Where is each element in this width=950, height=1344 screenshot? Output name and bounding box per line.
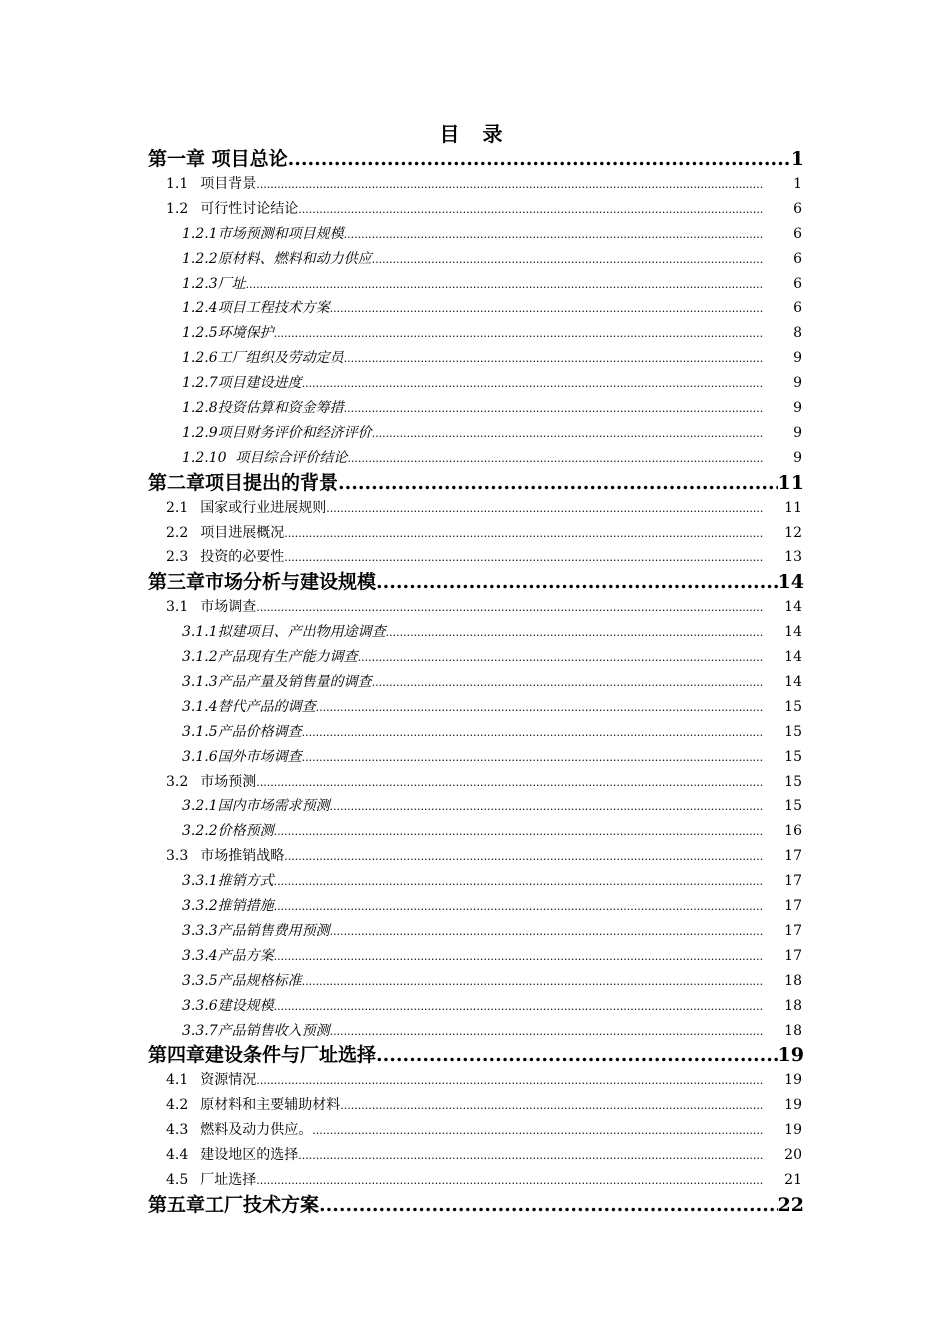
dot-leader [256, 771, 764, 796]
toc-entry-title [148, 471, 338, 496]
toc-section-entry[interactable] [148, 197, 804, 222]
toc-chapter-entry[interactable] [148, 1043, 804, 1068]
toc-subsection-entry[interactable] [148, 720, 804, 745]
toc-section-entry[interactable] [148, 172, 804, 197]
toc-page-number: 17 [784, 898, 802, 915]
toc-entry-title [182, 944, 274, 969]
toc-entry-label: 推销方式 [217, 873, 274, 890]
toc-entry-number: 1.2.4 [182, 300, 218, 317]
toc-entry-label: 产品销售费用预测 [217, 922, 330, 939]
toc-subsection-entry[interactable] [148, 695, 804, 720]
dot-leader [372, 422, 764, 447]
toc-entry-number: 1.2.3 [182, 275, 218, 292]
toc-entry-label: 市场调查 [200, 599, 257, 616]
toc-entry-title [182, 446, 347, 471]
toc-subsection-entry[interactable] [148, 396, 804, 421]
toc-section-entry[interactable] [148, 496, 804, 521]
toc-subsection-entry[interactable] [148, 819, 804, 844]
toc-entry-title [166, 197, 298, 222]
toc-entry-number: 3.1.5 [182, 723, 218, 740]
toc-entry-label: 产品规格标准 [217, 972, 302, 989]
toc-subsection-entry[interactable] [148, 969, 804, 994]
toc-entry-number: 1.2.5 [182, 325, 218, 342]
toc-page-number: 18 [784, 997, 802, 1014]
table-of-contents [148, 147, 804, 1218]
toc-subsection-entry[interactable] [148, 222, 804, 247]
toc-entry-label: 资源情况 [200, 1072, 257, 1089]
toc-subsection-entry[interactable] [148, 446, 804, 471]
toc-section-entry[interactable] [148, 595, 804, 620]
dot-leader [386, 621, 764, 646]
toc-page-number: 8 [793, 325, 802, 342]
toc-subsection-entry[interactable] [148, 745, 804, 770]
toc-entry-title [166, 1118, 312, 1143]
toc-entry-title [166, 770, 256, 795]
toc-section-entry[interactable] [148, 521, 804, 546]
toc-subsection-entry[interactable] [148, 670, 804, 695]
toc-section-entry[interactable] [148, 1118, 804, 1143]
toc-entry-number: 2.2 [166, 524, 189, 541]
toc-page-number: 6 [793, 225, 802, 242]
toc-entry-title [166, 545, 284, 570]
toc-entry-title [166, 1093, 340, 1118]
toc-entry-title [166, 496, 326, 521]
toc-page-number: 16 [784, 823, 802, 840]
toc-entry-number: 1.2.9 [182, 424, 218, 441]
toc-entry-number: 3.1.1 [182, 624, 218, 641]
toc-page-number: 19 [777, 1044, 804, 1067]
toc-page-number: 12 [784, 524, 802, 541]
toc-page-number: 9 [793, 400, 802, 417]
toc-entry-title [182, 894, 274, 919]
toc-entry-number: 1.2.10 [182, 449, 227, 466]
toc-page-number: 19 [784, 1122, 802, 1139]
dot-leader [330, 920, 764, 945]
toc-page-number: 22 [777, 1193, 804, 1216]
toc-entry-title [182, 794, 330, 819]
dot-leader [312, 1119, 764, 1144]
toc-subsection-entry[interactable] [148, 272, 804, 297]
toc-page-number: 14 [784, 649, 802, 666]
toc-page-number: 1 [790, 148, 804, 170]
toc-page-number: 17 [784, 873, 802, 890]
dot-leader [256, 596, 764, 621]
toc-page-number: 9 [793, 350, 802, 367]
dot-leader [372, 671, 764, 696]
toc-entry-label: 推销措施 [217, 898, 274, 915]
toc-chapter-entry[interactable] [148, 570, 804, 595]
dot-leader [284, 845, 764, 870]
toc-subsection-entry[interactable] [148, 346, 804, 371]
toc-entry-title [182, 421, 372, 446]
toc-entry-title [182, 1019, 330, 1044]
toc-chapter-entry[interactable] [148, 1193, 804, 1218]
toc-entry-title [166, 1168, 256, 1193]
toc-page-number: 15 [784, 773, 802, 790]
toc-entry-number: 1.2.1 [182, 225, 218, 242]
dot-leader [256, 1069, 764, 1094]
toc-chapter-entry[interactable] [148, 147, 804, 172]
toc-page-number: 19 [784, 1072, 802, 1089]
toc-entry-label: 第一章 项目总论 [148, 148, 288, 170]
dot-leader [330, 795, 764, 820]
toc-entry-title [166, 844, 284, 869]
toc-chapter-entry[interactable] [148, 471, 804, 496]
dot-leader [284, 546, 764, 571]
toc-subsection-entry[interactable] [148, 421, 804, 446]
toc-subsection-entry[interactable] [148, 794, 804, 819]
toc-page-number: 15 [784, 723, 802, 740]
toc-entry-title [182, 745, 302, 770]
toc-entry-label: 国内市场需求预测 [217, 798, 330, 815]
toc-entry-number: 3.3.2 [182, 898, 218, 915]
toc-entry-number: 3.2.2 [182, 823, 218, 840]
toc-entry-title [166, 595, 256, 620]
toc-entry-number: 1.1 [166, 176, 189, 192]
toc-entry-label: 项目背景 [200, 176, 257, 192]
toc-entry-number: 3.1.6 [182, 748, 218, 765]
toc-entry-label: 产品价格调查 [217, 723, 302, 740]
toc-entry-label: 第三章市场分析与建设规模 [148, 571, 377, 594]
toc-subsection-entry[interactable] [148, 894, 804, 919]
toc-section-entry[interactable] [148, 1168, 804, 1193]
dot-leader [302, 721, 764, 746]
toc-entry-number: 3.3.5 [182, 972, 218, 989]
toc-entry-title [182, 645, 358, 670]
toc-entry-label: 燃料及动力供应。 [200, 1122, 313, 1139]
toc-entry-title [182, 321, 274, 346]
dot-leader [344, 397, 764, 422]
toc-page-number: 14 [784, 674, 802, 691]
toc-entry-number: 4.1 [166, 1072, 189, 1089]
toc-entry-label: 项目财务评价和经济评价 [217, 424, 372, 441]
toc-entry-title [182, 247, 372, 272]
toc-entry-label: 国外市场调查 [217, 748, 302, 765]
toc-entry-title [182, 819, 274, 844]
toc-section-entry[interactable] [148, 1068, 804, 1093]
dot-leader [302, 970, 764, 995]
toc-entry-title [182, 346, 344, 371]
toc-section-entry[interactable] [148, 1093, 804, 1118]
toc-page-number: 6 [793, 275, 802, 292]
toc-entry-label: 市场预测和项目规模 [217, 225, 344, 242]
toc-page-number: 18 [784, 972, 802, 989]
toc-entry-number: 2.3 [166, 549, 189, 566]
toc-entry-number: 3.1 [166, 599, 189, 616]
toc-entry-title [182, 919, 330, 944]
toc-entry-title [182, 620, 386, 645]
toc-entry-title [182, 869, 274, 894]
toc-page-number: 15 [784, 698, 802, 715]
toc-section-entry[interactable] [148, 844, 804, 869]
toc-entry-label: 第五章工厂技术方案 [148, 1193, 320, 1216]
toc-entry-label: 环境保护 [217, 325, 274, 342]
toc-entry-title [182, 222, 344, 247]
dot-leader [274, 995, 764, 1020]
toc-entry-label: 原材料、燃料和动力供应 [217, 250, 372, 267]
toc-entry-number: 2.1 [166, 499, 189, 516]
toc-subsection-entry[interactable] [148, 919, 804, 944]
toc-entry-label: 拟建项目、产出物用途调查 [217, 624, 386, 641]
toc-page-number: 9 [793, 424, 802, 441]
toc-entry-title [182, 272, 246, 297]
dot-leader [302, 746, 764, 771]
toc-entry-number: 3.2.1 [182, 798, 218, 815]
dot-leader [274, 820, 764, 845]
toc-entry-label: 替代产品的调查 [217, 698, 316, 715]
toc-page-number: 11 [777, 471, 804, 494]
toc-entry-number: 3.3.3 [182, 922, 218, 939]
toc-page-number: 6 [793, 300, 802, 317]
dot-leader [326, 497, 764, 522]
toc-entry-label: 投资的必要性 [200, 549, 285, 566]
toc-entry-title [182, 969, 302, 994]
toc-page-number: 9 [793, 449, 802, 466]
toc-entry-label: 厂址 [217, 275, 246, 292]
toc-entry-title [166, 521, 284, 546]
toc-entry-title [148, 147, 288, 172]
toc-entry-label: 项目综合评价结论 [226, 449, 348, 466]
toc-page-number: 6 [793, 250, 802, 267]
toc-entry-label: 第四章建设条件与厂址选择 [148, 1044, 377, 1067]
toc-entry-label: 第二章项目提出的背景 [148, 471, 339, 494]
toc-entry-title [182, 720, 302, 745]
dot-leader [274, 870, 764, 895]
toc-entry-label: 可行性讨论结论 [200, 200, 299, 217]
toc-subsection-entry[interactable] [148, 371, 804, 396]
dot-leader [330, 297, 764, 322]
toc-entry-label: 价格预测 [217, 823, 274, 840]
toc-page-number: 6 [793, 200, 802, 217]
toc-page-number: 14 [784, 624, 802, 641]
toc-entry-number: 4.3 [166, 1122, 189, 1139]
toc-page-number: 17 [784, 848, 802, 865]
toc-entry-number: 3.3.7 [182, 1022, 218, 1039]
toc-page-number: 13 [784, 549, 802, 566]
toc-section-entry[interactable] [148, 1143, 804, 1168]
toc-entry-title [166, 172, 256, 197]
toc-entry-number: 3.1.4 [182, 698, 218, 715]
toc-entry-label: 产品方案 [217, 947, 274, 964]
dot-leader [344, 347, 764, 372]
toc-entry-label: 产品现有生产能力调查 [217, 649, 358, 666]
toc-page-number: 15 [784, 748, 802, 765]
dot-leader [256, 1169, 764, 1194]
toc-entry-number: 3.3.6 [182, 997, 218, 1014]
toc-entry-number: 1.2.8 [182, 400, 218, 417]
toc-section-entry[interactable] [148, 545, 804, 570]
toc-page-number: 19 [784, 1097, 802, 1114]
toc-entry-label: 产品产量及销售量的调查 [217, 674, 372, 691]
toc-entry-number: 3.3 [166, 848, 189, 865]
dot-leader [319, 1193, 778, 1218]
toc-entry-label: 产品销售收入预测 [217, 1022, 330, 1039]
toc-page-number: 14 [777, 571, 804, 594]
dot-leader [316, 696, 764, 721]
toc-subsection-entry[interactable] [148, 869, 804, 894]
toc-page-number: 9 [793, 375, 802, 392]
toc-page-number: 21 [784, 1171, 802, 1188]
toc-page-number: 11 [784, 499, 802, 516]
toc-entry-number: 1.2 [166, 200, 189, 217]
dot-leader [302, 372, 764, 397]
toc-entry-label: 建设地区的选择 [200, 1147, 299, 1164]
toc-entry-title [148, 1043, 376, 1068]
toc-entry-title [148, 1193, 319, 1218]
toc-page-number: 1 [793, 176, 802, 192]
toc-entry-number: 3.1.3 [182, 674, 218, 691]
toc-entry-label: 工厂组织及劳动定员 [217, 350, 344, 367]
toc-entry-number: 1.2.2 [182, 250, 218, 267]
dot-leader [372, 248, 764, 273]
toc-entry-number: 4.2 [166, 1097, 189, 1114]
dot-leader [298, 198, 764, 223]
toc-subsection-entry[interactable] [148, 321, 804, 346]
toc-entry-title [182, 695, 316, 720]
toc-entry-title [148, 570, 376, 595]
dot-leader [344, 223, 764, 248]
toc-page-number: 17 [784, 947, 802, 964]
toc-entry-number: 4.4 [166, 1147, 189, 1164]
toc-page-number: 18 [784, 1022, 802, 1039]
toc-entry-number: 3.3.4 [182, 947, 218, 964]
page-title: 目 录 [439, 122, 511, 146]
dot-leader [358, 646, 764, 671]
dot-leader [288, 147, 791, 172]
toc-entry-title [182, 396, 344, 421]
toc-entry-label: 建设规模 [217, 997, 274, 1014]
toc-entry-title [182, 371, 302, 396]
toc-entry-title [166, 1143, 298, 1168]
dot-leader [274, 322, 764, 347]
toc-entry-title [182, 670, 372, 695]
toc-entry-label: 原材料和主要辅助材料 [200, 1097, 341, 1114]
toc-page-number: 20 [784, 1147, 802, 1164]
toc-entry-number: 4.5 [166, 1171, 189, 1188]
toc-entry-label: 项目工程技术方案 [217, 300, 330, 317]
toc-subsection-entry[interactable] [148, 1019, 804, 1044]
dot-leader [298, 1144, 764, 1169]
dot-leader [274, 895, 764, 920]
dot-leader [376, 570, 778, 595]
toc-entry-title [182, 994, 274, 1019]
dot-leader [330, 1020, 764, 1045]
toc-subsection-entry[interactable] [148, 645, 804, 670]
toc-page-number: 14 [784, 599, 802, 616]
toc-section-entry[interactable] [148, 770, 804, 795]
toc-entry-label: 市场预测 [200, 773, 257, 790]
dot-leader [340, 1094, 764, 1119]
toc-subsection-entry[interactable] [148, 994, 804, 1019]
toc-entry-label: 项目建设进度 [217, 375, 302, 392]
toc-entry-title [166, 1068, 256, 1093]
toc-page-number: 17 [784, 922, 802, 939]
toc-entry-number: 1.2.6 [182, 350, 218, 367]
toc-page-number: 15 [784, 798, 802, 815]
toc-entry-label: 市场推销战略 [200, 848, 285, 865]
toc-entry-number: 1.2.7 [182, 375, 218, 392]
toc-entry-label: 项目进展概况 [200, 524, 285, 541]
toc-subsection-entry[interactable] [148, 247, 804, 272]
dot-leader [246, 273, 764, 298]
dot-leader [256, 173, 764, 198]
dot-leader [338, 471, 778, 496]
toc-entry-number: 3.3.1 [182, 873, 218, 890]
toc-subsection-entry[interactable] [148, 944, 804, 969]
toc-subsection-entry[interactable] [148, 296, 804, 321]
toc-entry-label: 投资估算和资金筹措 [217, 400, 344, 417]
toc-entry-label: 厂址选择 [200, 1171, 257, 1188]
dot-leader [347, 447, 764, 472]
dot-leader [284, 522, 764, 547]
toc-entry-title [182, 296, 330, 321]
toc-entry-number: 3.1.2 [182, 649, 218, 666]
toc-entry-label: 国家或行业进展规则 [200, 499, 327, 516]
dot-leader [274, 945, 764, 970]
toc-subsection-entry[interactable] [148, 620, 804, 645]
dot-leader [376, 1043, 778, 1068]
toc-entry-number: 3.2 [166, 773, 189, 790]
